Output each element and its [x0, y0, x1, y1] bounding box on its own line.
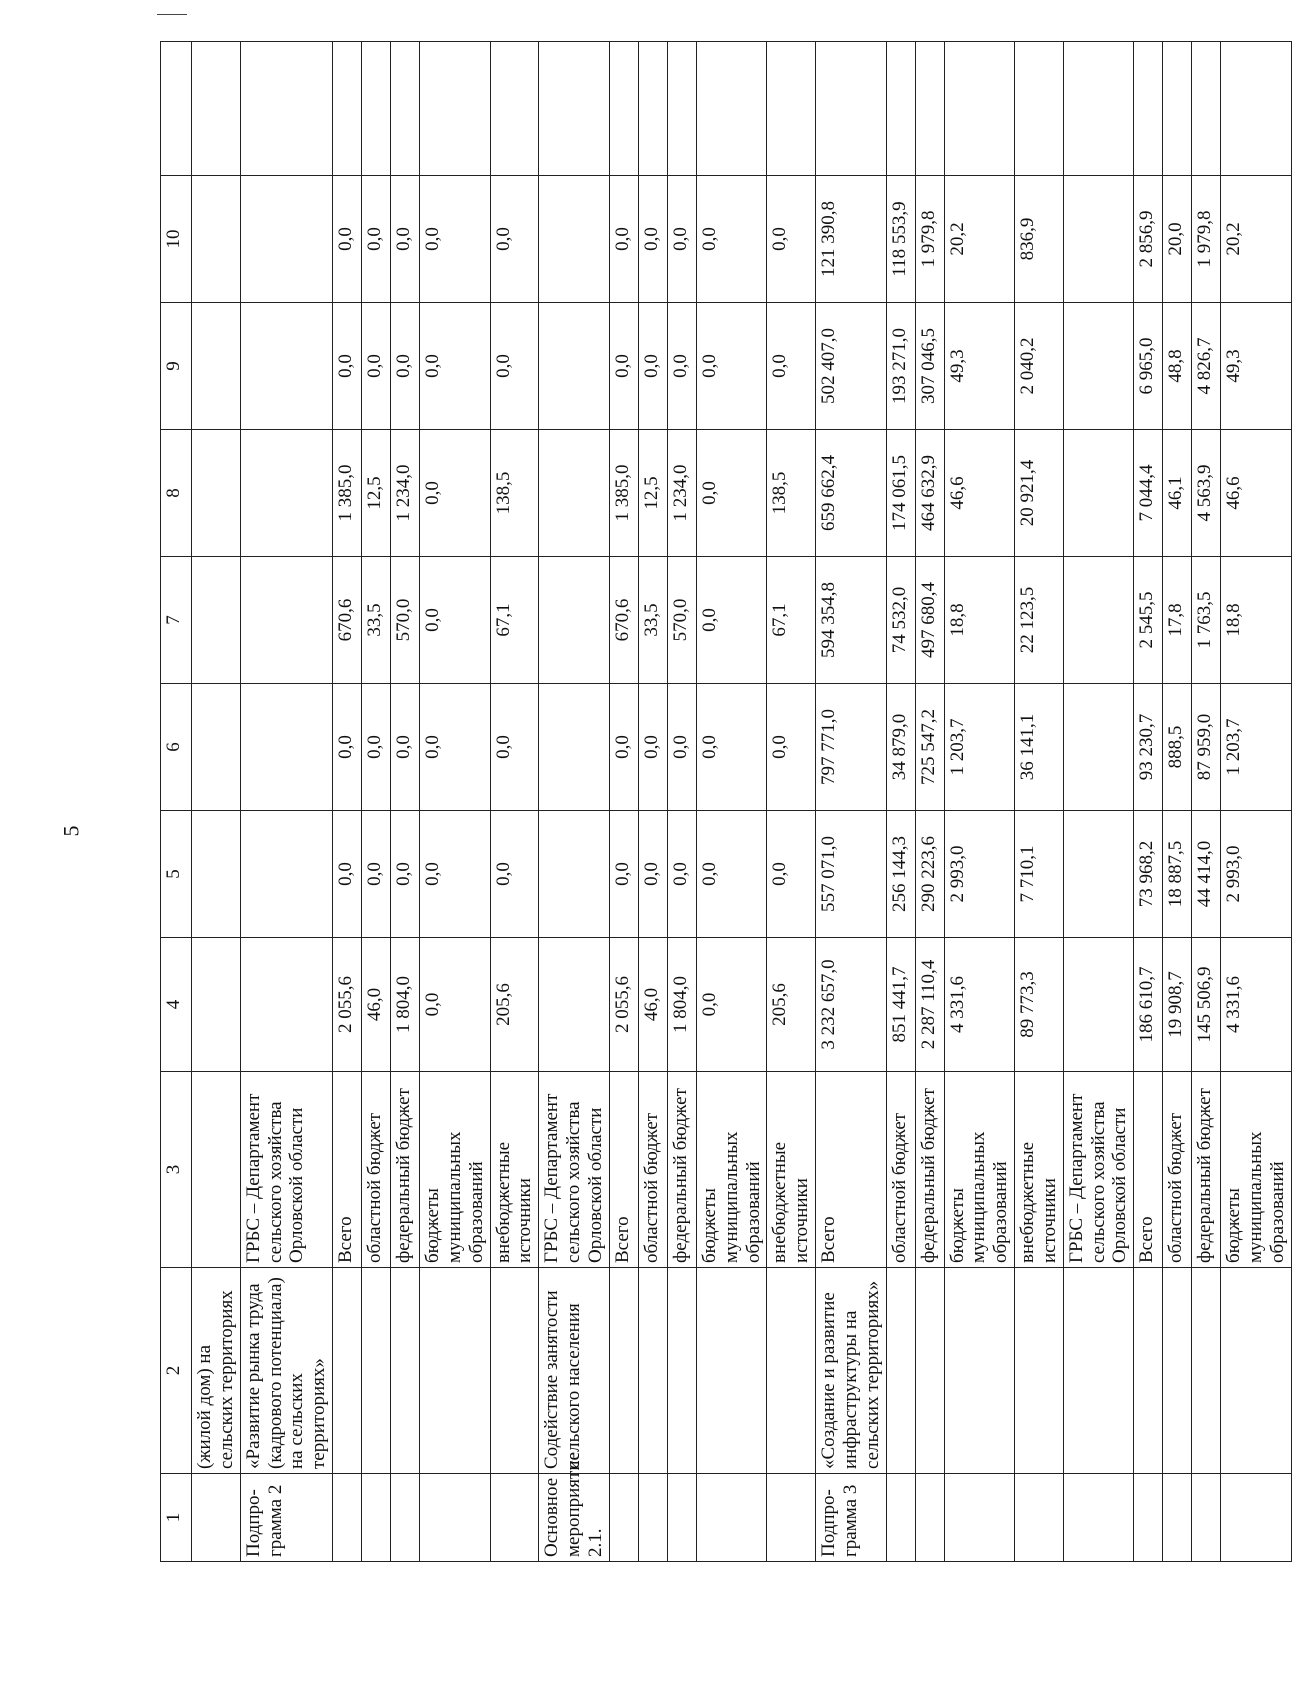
- row-value: [539, 430, 610, 557]
- table-row: [696, 42, 767, 1562]
- row-value: [240, 557, 332, 684]
- row-program-code: [192, 1474, 241, 1562]
- row-value: 0,0: [362, 176, 391, 303]
- row-value: 0,0: [362, 811, 391, 938]
- row-value: 725 547,2: [915, 684, 944, 811]
- row-value: 2 287 110,4: [915, 938, 944, 1072]
- row-value: 174 061,5: [886, 430, 915, 557]
- row-funding-source: бюджеты муниципальных образований: [1221, 1072, 1292, 1268]
- table-row: [333, 42, 362, 1562]
- row-value: 0,0: [638, 684, 667, 811]
- table-row: [240, 42, 332, 1562]
- row-program-title: [391, 1268, 420, 1474]
- row-program-code: [667, 1474, 696, 1562]
- row-value: 6 965,0: [1134, 303, 1163, 430]
- row-value: 34 879,0: [886, 684, 915, 811]
- row-value: [1063, 684, 1134, 811]
- row-program-title: [333, 1268, 362, 1474]
- row-value: [192, 176, 241, 303]
- row-funding-source: внебюджетные источники: [1015, 1072, 1064, 1268]
- row-value: 46,0: [638, 938, 667, 1072]
- budget-table: [160, 41, 1292, 1562]
- row-program-title: [1015, 1268, 1064, 1474]
- row-value: 12,5: [638, 430, 667, 557]
- row-value: 0,0: [420, 303, 491, 430]
- row-value: 20 921,4: [1015, 430, 1064, 557]
- row-value: 20,0: [1163, 176, 1192, 303]
- row-value: 0,0: [420, 938, 491, 1072]
- row-value: 0,0: [667, 176, 696, 303]
- row-value: 797 771,0: [816, 684, 887, 811]
- row-blank-cell: [1221, 42, 1292, 176]
- rotated-sheet: [160, 42, 1288, 1562]
- row-value: 0,0: [767, 176, 816, 303]
- table-row: [915, 42, 944, 1562]
- row-value: 0,0: [420, 811, 491, 938]
- row-value: 0,0: [490, 303, 539, 430]
- row-funding-source: внебюджетные источники: [490, 1072, 539, 1268]
- row-program-title: Содействие занятости сельского населения: [539, 1268, 610, 1474]
- row-value: 2 055,6: [609, 938, 638, 1072]
- row-value: 0,0: [420, 684, 491, 811]
- table-row: [1134, 42, 1163, 1562]
- row-blank-cell: [915, 42, 944, 176]
- row-value: 2 055,6: [333, 938, 362, 1072]
- table-row: [816, 42, 887, 1562]
- row-funding-source: ГРБС – Департамент сельского хозяйства Орловской области: [1063, 1072, 1134, 1268]
- row-program-code: [609, 1474, 638, 1562]
- row-value: [539, 938, 610, 1072]
- table-row: [420, 42, 491, 1562]
- row-value: 851 441,7: [886, 938, 915, 1072]
- row-value: [1063, 430, 1134, 557]
- row-value: 36 141,1: [1015, 684, 1064, 811]
- row-value: 20,2: [1221, 176, 1292, 303]
- top-rule: [157, 14, 187, 15]
- row-value: 1 385,0: [333, 430, 362, 557]
- row-value: 0,0: [333, 684, 362, 811]
- row-value: 2 040,2: [1015, 303, 1064, 430]
- row-value: 0,0: [391, 303, 420, 430]
- row-value: [539, 557, 610, 684]
- row-value: 1 203,7: [944, 684, 1015, 811]
- header-cell-blank: [161, 42, 192, 176]
- row-value: 93 230,7: [1134, 684, 1163, 811]
- row-value: [240, 176, 332, 303]
- row-value: 256 144,3: [886, 811, 915, 938]
- table-row: [667, 42, 696, 1562]
- row-value: 1 203,7: [1221, 684, 1292, 811]
- row-value: 1 804,0: [391, 938, 420, 1072]
- row-blank-cell: [696, 42, 767, 176]
- table-row: [490, 42, 539, 1562]
- row-blank-cell: [362, 42, 391, 176]
- row-program-title: [420, 1268, 491, 1474]
- row-program-code: [696, 1474, 767, 1562]
- row-value: 73 968,2: [1134, 811, 1163, 938]
- row-value: 0,0: [333, 176, 362, 303]
- row-value: 0,0: [767, 303, 816, 430]
- row-value: [192, 811, 241, 938]
- row-value: [192, 684, 241, 811]
- row-funding-source: бюджеты муниципальных образований: [696, 1072, 767, 1268]
- row-value: [1063, 303, 1134, 430]
- row-funding-source: Всего: [1134, 1072, 1163, 1268]
- row-value: 20,2: [944, 176, 1015, 303]
- row-value: 17,8: [1163, 557, 1192, 684]
- row-funding-source: ГРБС – Департамент сельского хозяйства Орловской области: [539, 1072, 610, 1268]
- row-value: 1 234,0: [667, 430, 696, 557]
- row-value: 0,0: [696, 557, 767, 684]
- row-value: 0,0: [638, 303, 667, 430]
- row-value: 4 331,6: [1221, 938, 1292, 1072]
- row-program-title: [667, 1268, 696, 1474]
- row-value: [192, 557, 241, 684]
- table-row: [1015, 42, 1064, 1562]
- row-value: [240, 811, 332, 938]
- row-value: [240, 684, 332, 811]
- row-value: [192, 303, 241, 430]
- row-value: 138,5: [767, 430, 816, 557]
- row-program-code: [362, 1474, 391, 1562]
- row-value: 0,0: [667, 684, 696, 811]
- row-value: 1 979,8: [915, 176, 944, 303]
- row-value: 46,1: [1163, 430, 1192, 557]
- row-value: 659 662,4: [816, 430, 887, 557]
- row-value: 3 232 657,0: [816, 938, 887, 1072]
- row-value: [240, 430, 332, 557]
- row-value: [240, 938, 332, 1072]
- row-value: 67,1: [490, 557, 539, 684]
- row-value: 1 804,0: [667, 938, 696, 1072]
- table-row: [192, 42, 241, 1562]
- row-value: 670,6: [609, 557, 638, 684]
- row-funding-source: федеральный бюджет: [915, 1072, 944, 1268]
- table-row: [1221, 42, 1292, 1562]
- row-value: 0,0: [696, 303, 767, 430]
- row-program-title: [1192, 1268, 1221, 1474]
- row-value: 145 506,9: [1192, 938, 1221, 1072]
- row-value: [539, 811, 610, 938]
- row-funding-source: ГРБС – Департамент сельского хозяйства Орловской области: [240, 1072, 332, 1268]
- row-value: 1 234,0: [391, 430, 420, 557]
- row-program-title: (жилой дом) на сельских территориях: [192, 1268, 241, 1474]
- header-cell: 3: [161, 1072, 192, 1268]
- row-program-title: [490, 1268, 539, 1474]
- row-value: 0,0: [696, 176, 767, 303]
- row-program-code: [1221, 1474, 1292, 1562]
- row-value: 0,0: [490, 176, 539, 303]
- row-program-code: [333, 1474, 362, 1562]
- row-blank-cell: [1134, 42, 1163, 176]
- row-value: 0,0: [391, 176, 420, 303]
- header-cell: 4: [161, 938, 192, 1072]
- row-funding-source: областной бюджет: [638, 1072, 667, 1268]
- row-value: 0,0: [391, 811, 420, 938]
- row-blank-cell: [240, 42, 332, 176]
- row-value: 33,5: [638, 557, 667, 684]
- row-value: 4 331,6: [944, 938, 1015, 1072]
- header-cell: 5: [161, 811, 192, 938]
- row-blank-cell: [539, 42, 610, 176]
- row-program-title: [1163, 1268, 1192, 1474]
- row-value: 570,0: [391, 557, 420, 684]
- table-row: [944, 42, 1015, 1562]
- row-program-code: [915, 1474, 944, 1562]
- header-cell: 6: [161, 684, 192, 811]
- row-value: 0,0: [667, 811, 696, 938]
- row-value: [1063, 938, 1134, 1072]
- row-program-code: [886, 1474, 915, 1562]
- header-cell: 9: [161, 303, 192, 430]
- row-value: 2 856,9: [1134, 176, 1163, 303]
- row-value: 0,0: [391, 684, 420, 811]
- row-value: 0,0: [609, 176, 638, 303]
- row-value: 0,0: [420, 430, 491, 557]
- row-blank-cell: [1015, 42, 1064, 176]
- table-row: [539, 42, 610, 1562]
- row-value: 464 632,9: [915, 430, 944, 557]
- row-value: [539, 684, 610, 811]
- header-row: [161, 42, 192, 1562]
- row-value: 7 044,4: [1134, 430, 1163, 557]
- row-program-title: [767, 1268, 816, 1474]
- row-value: 0,0: [362, 303, 391, 430]
- row-value: 121 390,8: [816, 176, 887, 303]
- header-cell: 1: [161, 1474, 192, 1562]
- row-program-code: [1063, 1474, 1134, 1562]
- row-value: 502 407,0: [816, 303, 887, 430]
- row-value: 19 908,7: [1163, 938, 1192, 1072]
- row-value: 18,8: [944, 557, 1015, 684]
- row-value: 4 826,7: [1192, 303, 1221, 430]
- row-value: [192, 430, 241, 557]
- row-value: 0,0: [490, 811, 539, 938]
- table-row: [391, 42, 420, 1562]
- row-value: 205,6: [490, 938, 539, 1072]
- row-program-code: [490, 1474, 539, 1562]
- header-cell: 8: [161, 430, 192, 557]
- row-funding-source: Всего: [816, 1072, 887, 1268]
- row-blank-cell: [1192, 42, 1221, 176]
- row-program-code: [1015, 1474, 1064, 1562]
- header-cell: 7: [161, 557, 192, 684]
- row-value: 74 532,0: [886, 557, 915, 684]
- row-program-title: [1134, 1268, 1163, 1474]
- row-blank-cell: [192, 42, 241, 176]
- row-value: 1 763,5: [1192, 557, 1221, 684]
- row-value: 594 354,8: [816, 557, 887, 684]
- row-value: 0,0: [667, 303, 696, 430]
- row-program-title: [886, 1268, 915, 1474]
- row-value: 307 046,5: [915, 303, 944, 430]
- row-program-code: Подпро-грамма 2: [240, 1474, 332, 1562]
- row-program-title: «Развитие рынка труда (кадрового потенциала) на сельских территориях»: [240, 1268, 332, 1474]
- table-row: [609, 42, 638, 1562]
- row-value: 89 773,3: [1015, 938, 1064, 1072]
- row-program-title: [362, 1268, 391, 1474]
- row-value: 205,6: [767, 938, 816, 1072]
- row-blank-cell: [420, 42, 491, 176]
- row-blank-cell: [490, 42, 539, 176]
- row-program-title: [944, 1268, 1015, 1474]
- row-value: 2 545,5: [1134, 557, 1163, 684]
- row-value: 570,0: [667, 557, 696, 684]
- row-program-title: [638, 1268, 667, 1474]
- row-funding-source: федеральный бюджет: [667, 1072, 696, 1268]
- row-value: 2 993,0: [1221, 811, 1292, 938]
- row-value: 118 553,9: [886, 176, 915, 303]
- row-value: 0,0: [609, 811, 638, 938]
- row-value: 0,0: [696, 938, 767, 1072]
- row-value: [1063, 811, 1134, 938]
- row-value: [192, 938, 241, 1072]
- row-funding-source: федеральный бюджет: [1192, 1072, 1221, 1268]
- row-value: 0,0: [696, 430, 767, 557]
- row-funding-source: внебюджетные источники: [767, 1072, 816, 1268]
- page-number: 5: [58, 825, 84, 837]
- table-row: [638, 42, 667, 1562]
- row-program-code: [391, 1474, 420, 1562]
- row-value: 22 123,5: [1015, 557, 1064, 684]
- header-cell: 2: [161, 1268, 192, 1474]
- row-program-code: Основное мероприятие 2.1.: [539, 1474, 610, 1562]
- row-value: 49,3: [1221, 303, 1292, 430]
- row-value: 0,0: [420, 557, 491, 684]
- row-value: 0,0: [638, 811, 667, 938]
- row-value: 0,0: [362, 684, 391, 811]
- row-value: 18,8: [1221, 557, 1292, 684]
- row-blank-cell: [886, 42, 915, 176]
- table-row: [1192, 42, 1221, 1562]
- row-program-code: [1163, 1474, 1192, 1562]
- row-value: 7 710,1: [1015, 811, 1064, 938]
- row-value: 138,5: [490, 430, 539, 557]
- row-value: 0,0: [767, 811, 816, 938]
- row-program-code: [420, 1474, 491, 1562]
- row-funding-source: федеральный бюджет: [391, 1072, 420, 1268]
- row-program-title: «Создание и развитие инфраструктуры на сельских территориях»: [816, 1268, 887, 1474]
- row-value: 0,0: [420, 176, 491, 303]
- row-value: 193 271,0: [886, 303, 915, 430]
- table-row: [1163, 42, 1192, 1562]
- row-value: 290 223,6: [915, 811, 944, 938]
- row-program-code: [1192, 1474, 1221, 1562]
- table-row: [886, 42, 915, 1562]
- row-value: 557 071,0: [816, 811, 887, 938]
- row-value: [1063, 557, 1134, 684]
- row-value: 4 563,9: [1192, 430, 1221, 557]
- row-value: [1063, 176, 1134, 303]
- row-value: 0,0: [333, 303, 362, 430]
- row-blank-cell: [638, 42, 667, 176]
- row-value: [240, 303, 332, 430]
- row-blank-cell: [1163, 42, 1192, 176]
- row-blank-cell: [816, 42, 887, 176]
- row-funding-source: бюджеты муниципальных образований: [420, 1072, 491, 1268]
- row-value: 0,0: [638, 176, 667, 303]
- row-program-code: [767, 1474, 816, 1562]
- row-funding-source: Всего: [333, 1072, 362, 1268]
- row-value: 46,6: [944, 430, 1015, 557]
- row-blank-cell: [667, 42, 696, 176]
- row-value: 497 680,4: [915, 557, 944, 684]
- row-funding-source: [192, 1072, 241, 1268]
- row-value: 1 979,8: [1192, 176, 1221, 303]
- row-blank-cell: [767, 42, 816, 176]
- row-program-code: [638, 1474, 667, 1562]
- row-value: 49,3: [944, 303, 1015, 430]
- row-value: 0,0: [696, 811, 767, 938]
- row-funding-source: областной бюджет: [1163, 1072, 1192, 1268]
- row-blank-cell: [609, 42, 638, 176]
- row-value: 0,0: [696, 684, 767, 811]
- row-funding-source: Всего: [609, 1072, 638, 1268]
- row-value: 1 385,0: [609, 430, 638, 557]
- row-value: 0,0: [333, 811, 362, 938]
- row-program-code: Подпро-грамма 3: [816, 1474, 887, 1562]
- row-value: 0,0: [609, 684, 638, 811]
- row-program-title: [696, 1268, 767, 1474]
- row-program-title: [1063, 1268, 1134, 1474]
- row-value: 46,0: [362, 938, 391, 1072]
- row-value: [539, 176, 610, 303]
- row-program-title: [609, 1268, 638, 1474]
- row-blank-cell: [1063, 42, 1134, 176]
- row-funding-source: областной бюджет: [362, 1072, 391, 1268]
- row-value: 44 414,0: [1192, 811, 1221, 938]
- row-value: 12,5: [362, 430, 391, 557]
- row-program-code: [944, 1474, 1015, 1562]
- row-value: 836,9: [1015, 176, 1064, 303]
- row-value: 0,0: [609, 303, 638, 430]
- row-value: 67,1: [767, 557, 816, 684]
- row-value: 87 959,0: [1192, 684, 1221, 811]
- row-program-title: [1221, 1268, 1292, 1474]
- row-value: 18 887,5: [1163, 811, 1192, 938]
- row-funding-source: областной бюджет: [886, 1072, 915, 1268]
- row-blank-cell: [944, 42, 1015, 176]
- row-value: 33,5: [362, 557, 391, 684]
- row-funding-source: бюджеты муниципальных образований: [944, 1072, 1015, 1268]
- table-body: [161, 42, 1292, 1562]
- table-row: [362, 42, 391, 1562]
- row-value: 670,6: [333, 557, 362, 684]
- row-value: 888,5: [1163, 684, 1192, 811]
- row-value: 46,6: [1221, 430, 1292, 557]
- row-blank-cell: [391, 42, 420, 176]
- row-value: [539, 303, 610, 430]
- row-value: 0,0: [767, 684, 816, 811]
- row-value: 186 610,7: [1134, 938, 1163, 1072]
- row-value: 0,0: [490, 684, 539, 811]
- row-program-title: [915, 1268, 944, 1474]
- header-cell: 10: [161, 176, 192, 303]
- table-row: [767, 42, 816, 1562]
- row-blank-cell: [333, 42, 362, 176]
- row-value: 48,8: [1163, 303, 1192, 430]
- table-row: [1063, 42, 1134, 1562]
- row-program-code: [1134, 1474, 1163, 1562]
- row-value: 2 993,0: [944, 811, 1015, 938]
